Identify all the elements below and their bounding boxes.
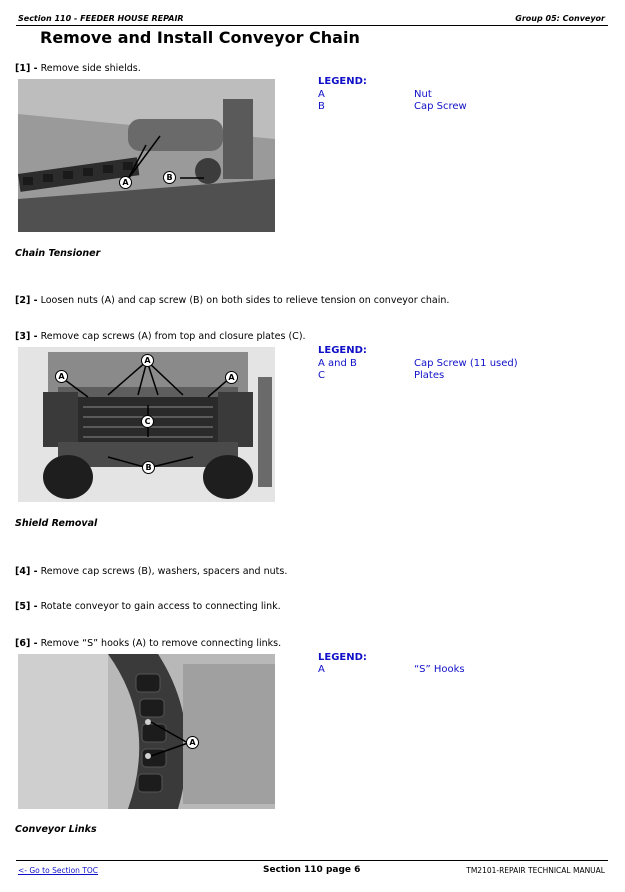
figure-chain-tensioner xyxy=(18,79,275,232)
step-2-number: [2] - xyxy=(15,295,38,306)
step-1-text: Remove side shields. xyxy=(40,63,141,74)
callout-a-left: A xyxy=(55,370,68,383)
step-4-text: Remove cap screws (B), washers, spacers and nuts. xyxy=(40,566,288,577)
figure-conveyor-links xyxy=(18,654,275,809)
step-5-number: [5] - xyxy=(15,601,38,612)
legend-1-key-b: B xyxy=(318,101,325,112)
callout-a-top: A xyxy=(141,354,154,367)
step-5-text: Rotate conveyor to gain access to connecting link. xyxy=(40,601,281,612)
callout-b: B xyxy=(142,461,155,474)
step-4 xyxy=(15,566,287,577)
step-6 xyxy=(15,638,281,649)
page-number: Section 110 page 6 xyxy=(263,865,361,875)
step-4-number: [4] - xyxy=(15,566,38,577)
legend-1-key-a: A xyxy=(318,89,325,100)
legend-2-key-ab: A and B xyxy=(318,358,357,369)
step-1-number: [1] - xyxy=(15,63,38,74)
header-section: Section 110 - FEEDER HOUSE REPAIR xyxy=(18,14,184,23)
step-6-text: Remove “S” hooks (A) to remove connecting links. xyxy=(40,638,282,649)
page-title: Remove and Install Conveyor Chain xyxy=(40,28,360,47)
figure-3-caption: Conveyor Links xyxy=(15,824,97,835)
footer-divider xyxy=(16,860,608,861)
legend-3-value-a: “S” Hooks xyxy=(414,664,465,675)
step-1 xyxy=(15,63,141,74)
legend-1-value-b: Cap Screw xyxy=(414,101,467,112)
figure-2-caption: Shield Removal xyxy=(15,518,98,529)
step-6-number: [6] - xyxy=(15,638,38,649)
header-divider xyxy=(16,25,608,26)
callout-a: A xyxy=(186,736,199,749)
conveyor-links-image xyxy=(18,654,275,809)
legend-2-value-ab: Cap Screw (11 used) xyxy=(414,358,518,369)
callout-c: C xyxy=(141,415,154,428)
callout-a-right: A xyxy=(225,371,238,384)
callout-a: A xyxy=(119,176,132,189)
legend-2-key-c: C xyxy=(318,370,325,381)
legend-2-value-c: Plates xyxy=(414,370,445,381)
legend-1-title: LEGEND: xyxy=(318,76,367,87)
legend-3-key-a: A xyxy=(318,664,325,675)
step-2-text: Loosen nuts (A) and cap screw (B) on both sides to relieve tension on conveyor chain. xyxy=(40,295,450,306)
step-2 xyxy=(15,295,449,306)
step-3-number: [3] - xyxy=(15,331,38,342)
legend-3-title: LEGEND: xyxy=(318,652,367,663)
figure-1-caption: Chain Tensioner xyxy=(15,248,101,259)
manual-name: TM2101-REPAIR TECHNICAL MANUAL xyxy=(466,866,605,875)
step-3-text: Remove cap screws (A) from top and closure plates (C). xyxy=(40,331,306,342)
figure-shield-removal xyxy=(18,347,275,502)
header-group: Group 05: Conveyor xyxy=(515,14,605,23)
callout-b: B xyxy=(163,171,176,184)
chain-tensioner-image xyxy=(18,79,275,232)
legend-2-title: LEGEND: xyxy=(318,345,367,356)
toc-link[interactable]: <- Go to Section TOC xyxy=(18,866,99,875)
legend-1-value-a: Nut xyxy=(414,89,432,100)
step-3 xyxy=(15,331,306,342)
step-5 xyxy=(15,601,281,612)
